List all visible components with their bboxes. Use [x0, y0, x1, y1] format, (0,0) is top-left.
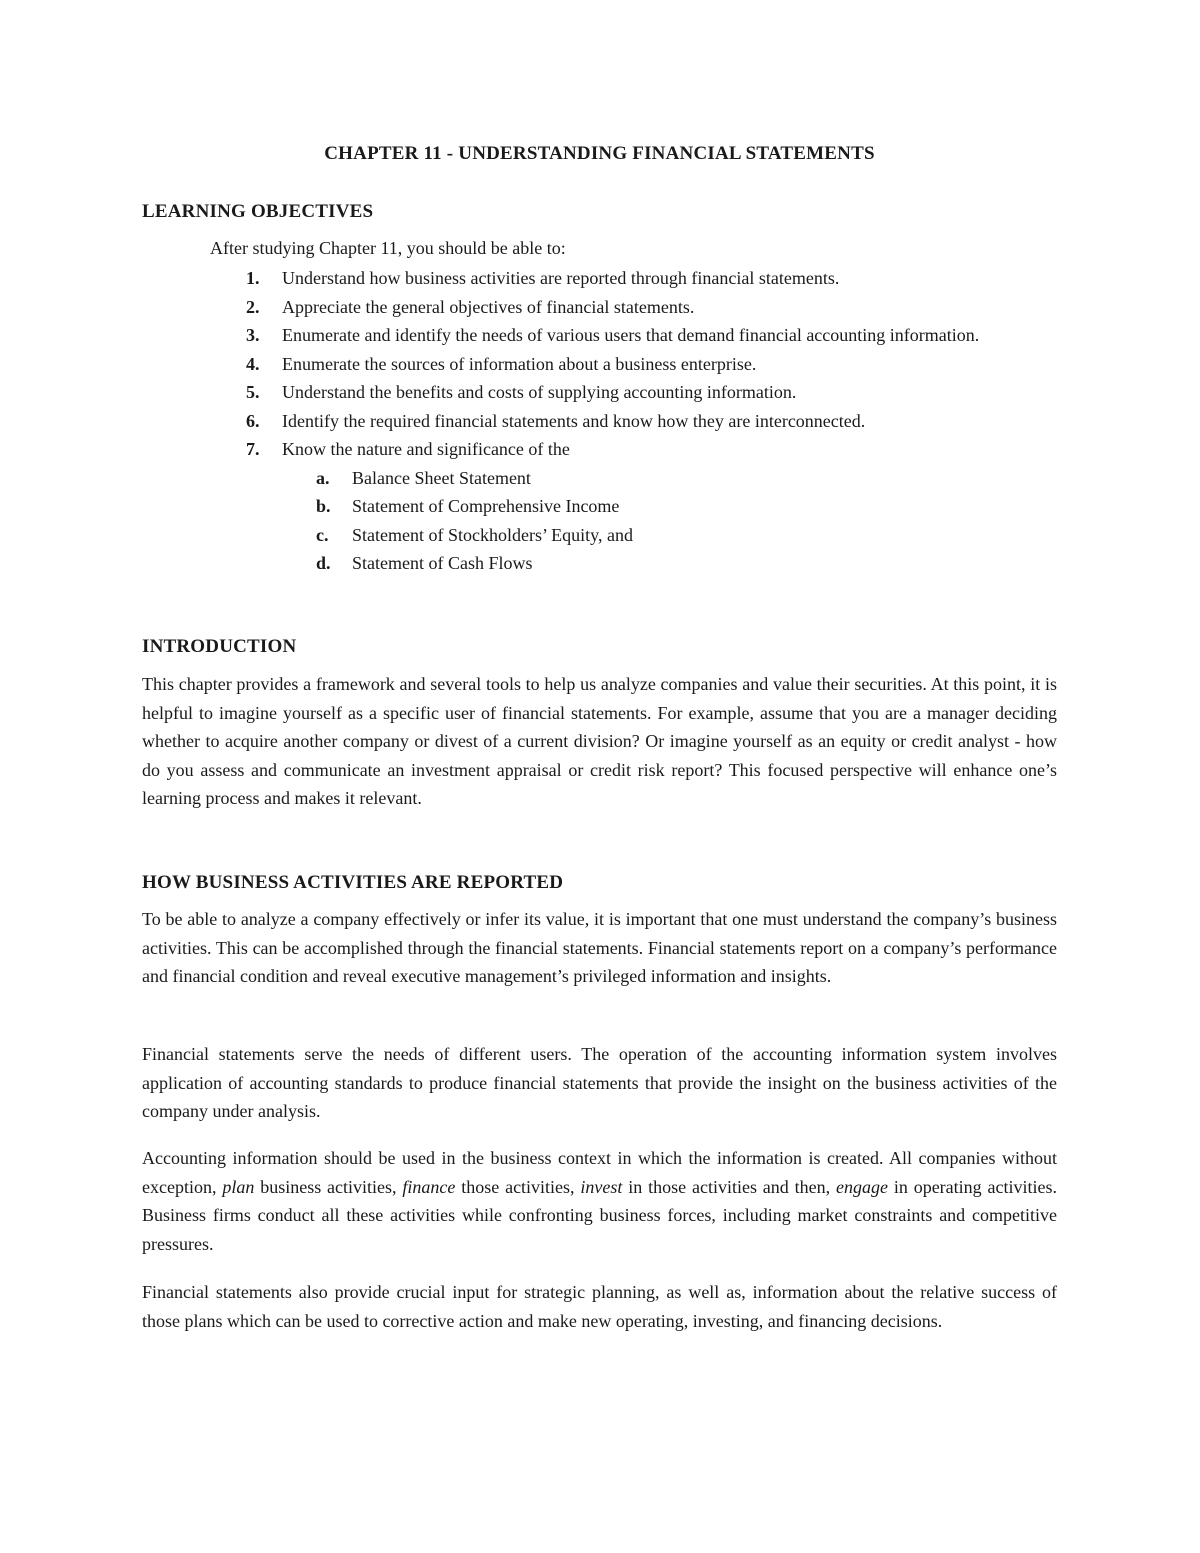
- objective-item: [142, 435, 1057, 578]
- business-paragraph-2: Financial statements serve the needs of different users. The operation of the accounting information system involves application of accounting standards to produce financial statements that provide the insight on the business activities of the company under analysis.: [142, 1044, 1057, 1122]
- sub-item-text: Statement of Comprehensive Income: [352, 496, 620, 516]
- objective-number: 7.: [246, 439, 260, 459]
- para3-text: Accounting information should be used in the business context in which the information is created. All companies without exception,: [142, 1148, 1057, 1197]
- objective-text: Understand the benefits and costs of supplying accounting information.: [282, 382, 797, 402]
- business-paragraph-3: [142, 1144, 1057, 1258]
- objective-item: [142, 321, 1057, 350]
- emphasis-engage: engage: [836, 1176, 888, 1197]
- emphasis-invest: invest: [580, 1176, 623, 1197]
- statement-sub-list: [282, 464, 1057, 578]
- sub-item: [282, 464, 1057, 493]
- objective-item: [142, 350, 1057, 379]
- emphasis-finance: finance: [402, 1176, 456, 1197]
- emphasis-plan: plan: [222, 1176, 255, 1197]
- chapter-title: CHAPTER 11 - UNDERSTANDING FINANCIAL STATEMENTS: [324, 143, 875, 164]
- objective-text: Enumerate and identify the needs of various users that demand financial accounting information.: [282, 325, 980, 345]
- sub-item-text: Balance Sheet Statement: [352, 467, 531, 488]
- objective-number: 3.: [246, 325, 260, 345]
- introduction-paragraph: This chapter provides a framework and several tools to help us analyze companies and value their securities. At this point, it is helpful to imagine yourself as a specific user of financial statements. For example, assume that you are a manager deciding whether to acquire another company or divest of a current division? Or imagine yourself as an equity or credit analyst - how do you assess and communicate an investment appraisal or credit risk report? This focused perspective will enhance one’s learning process and makes it relevant.: [142, 674, 1057, 809]
- business-paragraph-1: To be able to analyze a company effectively or infer its value, it is important that one must understand the company’s business activities. This can be accomplished through the financial statements. Financial statements report on a company’s performance and financial condition and reveal executive management’s privileged information and insights.: [142, 909, 1057, 987]
- objective-text: Understand how business activities are reported through financial statements.: [282, 268, 840, 288]
- objective-item: [142, 407, 1057, 436]
- objective-number: 4.: [246, 353, 260, 374]
- objective-text: Identify the required financial statements and know how they are interconnected.: [282, 410, 866, 431]
- sub-item-text: Statement of Stockholders’ Equity, and: [352, 524, 633, 545]
- sub-item: [282, 521, 1057, 550]
- para3-text: in those activities and then,: [622, 1176, 836, 1197]
- para3-text: business activities,: [254, 1176, 403, 1197]
- para3-text: in operating activities. Business firms conduct all these activities while confronting business forces, including market constraints and competitive pressures.: [142, 1176, 1057, 1254]
- introduction-heading: INTRODUCTION: [142, 636, 297, 657]
- document-page: [142, 0, 1057, 1553]
- sub-item-letter: a.: [316, 467, 330, 488]
- objective-number: 6.: [246, 410, 260, 431]
- business-activities-heading: HOW BUSINESS ACTIVITIES ARE REPORTED: [142, 872, 564, 893]
- para3-text: those activities,: [455, 1176, 581, 1197]
- objective-item: [142, 264, 1057, 293]
- sub-item-letter: c.: [316, 524, 329, 545]
- objective-number: 1.: [246, 268, 260, 288]
- sub-item-text: Statement of Cash Flows: [352, 553, 533, 573]
- sub-item-letter: b.: [316, 496, 331, 516]
- objective-text: Appreciate the general objectives of financial statements.: [282, 296, 695, 317]
- objectives-intro: After studying Chapter 11, you should be able to:: [210, 238, 566, 258]
- objectives-list: [142, 264, 1057, 578]
- learning-objectives-heading: LEARNING OBJECTIVES: [142, 201, 374, 222]
- objective-item: [142, 293, 1057, 322]
- objective-text: Know the nature and significance of the: [282, 439, 570, 459]
- objective-item: [142, 378, 1057, 407]
- business-paragraph-4: Financial statements also provide crucial input for strategic planning, as well as, information about the relative success of those plans which can be used to corrective action and make new operating, investing, and financing decisions.: [142, 1282, 1057, 1331]
- sub-item: [282, 549, 1057, 578]
- sub-item-letter: d.: [316, 553, 331, 573]
- sub-item: [282, 492, 1057, 521]
- objective-number: 5.: [246, 382, 260, 402]
- objective-text: Enumerate the sources of information about a business enterprise.: [282, 353, 757, 374]
- objective-number: 2.: [246, 296, 260, 317]
